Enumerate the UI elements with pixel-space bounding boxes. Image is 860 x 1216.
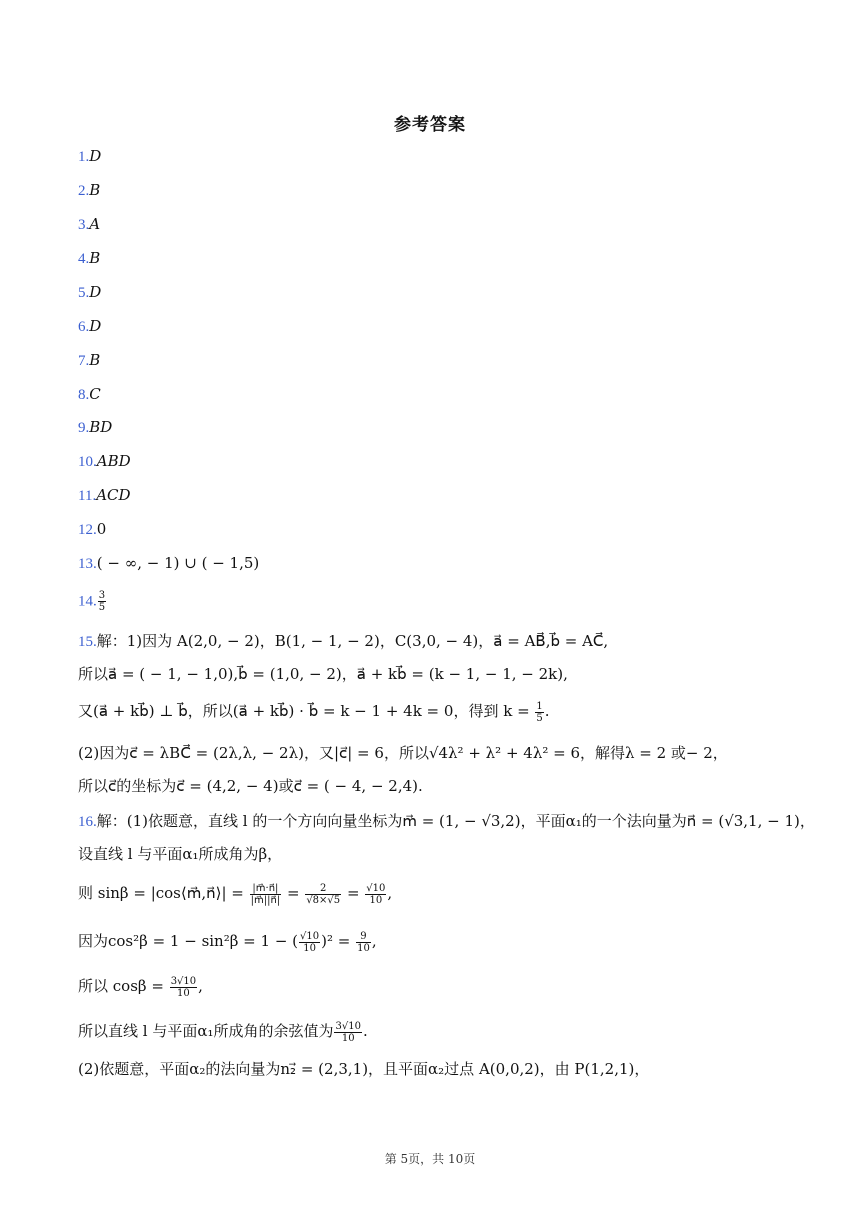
answer-text: C (89, 385, 101, 403)
answer-number: 14. (78, 593, 97, 610)
answer-number: 1. (78, 149, 90, 165)
answer-number: 15. (78, 634, 97, 650)
solution-line: 因为cos²β = 1 − sin²β = 1 − ( $\frac{√10}{10}$ )² = $\frac{9}{10}$ , (78, 930, 377, 954)
fraction: $\frac{3√10}{10}$ (335, 1020, 361, 1044)
page-title: 参考答案 (394, 115, 466, 135)
fraction: $\frac{3}{5}$ (98, 590, 106, 613)
solution-line: 所以a⃗ = ( − 1, − 1,0),b⃗ = (1,0, − 2)，a⃗ + kb⃗ = (k − 1, − 1, − 2k), (78, 665, 568, 683)
answer-text: D (89, 317, 102, 335)
answer-text: ABD (96, 452, 131, 470)
answer-item (78, 417, 112, 438)
answer-number: 8. (78, 387, 90, 403)
answer-number: 2. (78, 183, 90, 199)
answer-number: 10. (78, 454, 97, 470)
answer-text: B (89, 351, 101, 369)
answer-number: 7. (78, 353, 90, 369)
answer-text: ACD (96, 486, 131, 504)
answer-item (78, 384, 101, 405)
answer-number: 6. (78, 319, 90, 335)
answer-text: A (89, 215, 101, 233)
solution-line: 设直线 l 与平面α₁所成角为β， (78, 845, 283, 863)
solution-line: 16.解：(1)依题意，直线 l 的一个方向向量坐标为m⃗ = (1, − √3,2)，平面α₁的一个法向量为n⃗ = (√3,1, − 1)， (78, 812, 815, 830)
answer-item (78, 451, 131, 472)
answer-number: 5. (78, 285, 90, 301)
answer-number: 12. (78, 522, 97, 538)
answer-number: 9. (78, 420, 90, 436)
fraction: $\frac{2}{√8\times√5}$ (306, 882, 341, 906)
page-footer: 第 5页，共 10页 (384, 1152, 476, 1166)
answer-item (78, 248, 100, 269)
fraction: $\frac{3√10}{10}$ (170, 975, 197, 999)
answer-item (78, 350, 100, 371)
answer-text: 0 (96, 520, 107, 538)
answer-text: ( − ∞, − 1) ∪ ( − 1,5) (96, 554, 260, 572)
answer-number: 4. (78, 251, 90, 267)
answer-item (78, 316, 101, 337)
answer-text: BD (89, 418, 113, 436)
answer-number: 16. (78, 814, 97, 830)
answer-text: D (89, 283, 102, 301)
solution-line: (2)依题意，平面α₂的法向量为n₂⃗ = (2,3,1)，且平面α₂过点 A(0,0,2)，由 P(1,2,1)， (78, 1060, 650, 1078)
answer-number: 11. (78, 488, 97, 504)
fraction: $\frac{9}{10}$ (357, 930, 370, 954)
answer-number: 13. (78, 556, 97, 572)
answer-number: 3. (78, 217, 90, 233)
solution-line: 又(a⃗ + kb⃗) ⊥ b⃗，所以(a⃗ + kb⃗) · b⃗ = k − 1 + 4k = 0，得到 k = $\frac{1}{5}$ . (78, 700, 550, 724)
fraction: $\frac{√10}{10}$ (366, 882, 386, 906)
answer-item (78, 282, 101, 303)
fraction: $\frac{√10}{10}$ (300, 930, 320, 954)
answer-text: B (89, 249, 101, 267)
answer-text: B (89, 181, 101, 199)
answer-item (78, 590, 107, 613)
solution-line: 所以c⃗的坐标为c⃗ = (4,2, − 4)或c⃗ = ( − 4, − 2,4). (78, 777, 423, 795)
answer-item (78, 214, 100, 235)
solution-line: (2)因为c⃗ = λBC⃗ = (2λ,λ, − 2λ)，又|c⃗| = 6，所以√4λ² + λ² + 4λ² = 6，解得λ = 2 或− 2， (78, 744, 728, 762)
answer-item (78, 180, 100, 201)
answer-text: D (89, 147, 102, 165)
answer-item (78, 553, 259, 574)
solution-line: 15.解：1)因为 A(2,0, − 2)，B(1, − 1, − 2)，C(3,0, − 4)，a⃗ = AB⃗,b⃗ = AC⃗, (78, 632, 609, 650)
answer-item (78, 146, 101, 167)
fraction: $\frac{1}{5}$ (536, 700, 543, 724)
answer-item (78, 485, 131, 506)
fraction: $\frac{|m⃗\cdot n⃗|}{|m⃗||n⃗|}$ (250, 882, 281, 906)
answer-item (78, 519, 106, 540)
solution-line: 则 sinβ = |cos⟨m⃗,n⃗⟩| = $\frac{|m⃗\cdot n⃗|}{|m⃗||n⃗|}$ = $\frac{2}{√8\times√5}$ = $\frac{√10}{10}$ , (78, 882, 393, 906)
solution-line: 所以 cosβ = $\frac{3√10}{10}$ , (78, 975, 203, 999)
solution-line: 所以直线 l 与平面α₁所成角的余弦值为 $\frac{3√10}{10}$ . (78, 1020, 368, 1044)
